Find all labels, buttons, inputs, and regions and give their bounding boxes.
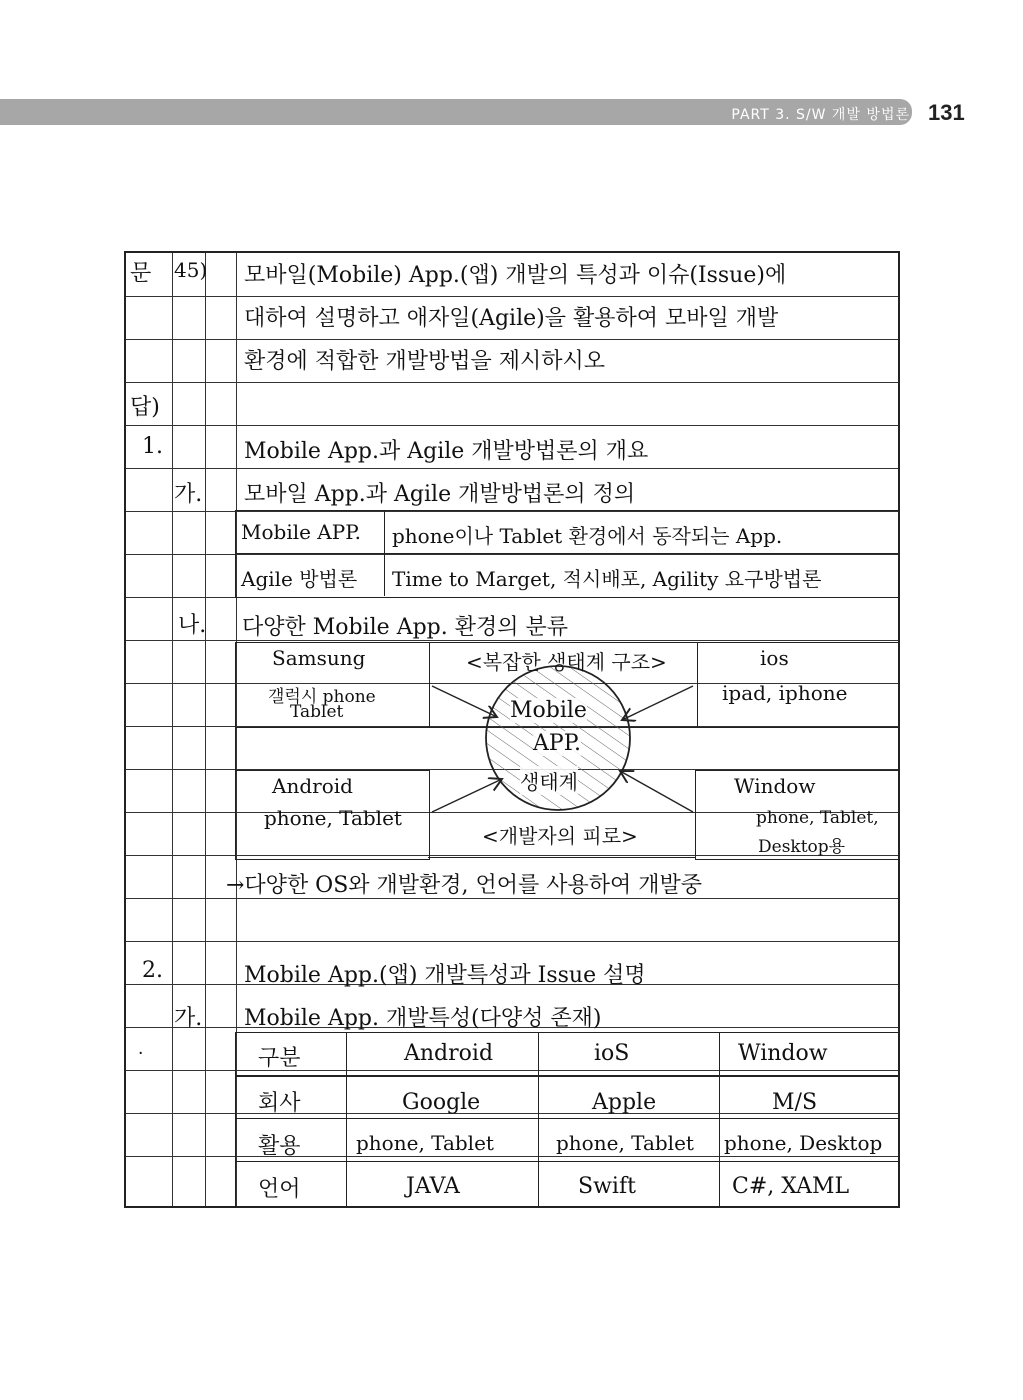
table-cell: C#, XAML	[732, 1174, 850, 1199]
section-title: Mobile App.과 Agile 개발방법론의 개요	[244, 439, 649, 464]
center-label: 생태계	[520, 766, 578, 795]
question-number: 45)	[174, 258, 208, 282]
table-header: ioS	[594, 1041, 630, 1066]
subsection-marker: 나.	[178, 613, 207, 638]
subsection-marker: 가.	[174, 1006, 203, 1031]
center-label: Mobile	[510, 698, 587, 723]
table-header: Android	[404, 1041, 494, 1066]
section-number: 1.	[142, 434, 163, 459]
table-divider	[235, 1161, 898, 1162]
table-cell: Apple	[592, 1090, 657, 1115]
samsung-label: Samsung	[272, 646, 366, 670]
definition-term: Agile 방법론	[241, 567, 358, 591]
section-number: 2.	[142, 958, 163, 983]
table-header: 구분	[258, 1046, 301, 1071]
table-cell: Swift	[578, 1174, 636, 1199]
question-line: 대하여 설명하고 애자일(Agile)을 활용하여 모바일 개발	[244, 306, 779, 331]
table-divider	[235, 1118, 898, 1119]
window-devices: Desktop용	[758, 837, 846, 857]
ios-label: ios	[760, 646, 789, 670]
table-cell: JAVA	[406, 1174, 460, 1199]
table-cell: phone, Desktop	[724, 1131, 883, 1155]
question-line: 환경에 적합한 개발방법을 제시하시오	[244, 349, 606, 374]
subsection-title: Mobile App. 개발특성(다양성 존재)	[244, 1006, 602, 1031]
table-cell: 회사	[258, 1091, 301, 1116]
arrow-android	[432, 779, 502, 812]
arrow-samsung	[432, 686, 497, 717]
page-number: 131	[928, 100, 965, 125]
window-devices: phone, Tablet,	[756, 808, 879, 828]
definition-desc: phone이나 Tablet 환경에서 동작되는 App.	[392, 524, 783, 548]
question-line: 모바일(Mobile) App.(앱) 개발의 특성과 이슈(Issue)에	[244, 263, 787, 288]
table-divider	[719, 1032, 720, 1206]
question-label: 문	[130, 261, 152, 286]
samsung-device: Tablet	[290, 702, 344, 722]
table-cell: M/S	[772, 1090, 818, 1115]
table-cell: 언어	[258, 1177, 301, 1202]
definition-desc: Time to Marget, 적시배포, Agility 요구방법론	[392, 567, 822, 591]
table-header: Window	[738, 1041, 828, 1066]
section-title: Mobile App.(앱) 개발특성과 Issue 설명	[244, 963, 646, 988]
table-cell: 활용	[258, 1134, 301, 1159]
table-cell: Google	[402, 1090, 481, 1115]
table-header-divider	[235, 1075, 898, 1077]
android-devices: phone, Tablet	[264, 806, 402, 830]
ios-devices: ipad, iphone	[722, 681, 848, 705]
table-cell: phone, Tablet	[356, 1131, 494, 1155]
answer-label: 답)	[130, 395, 160, 420]
margin-dot: ·	[138, 1044, 144, 1064]
definition-term: Mobile APP.	[241, 520, 361, 544]
table-divider	[346, 1032, 347, 1206]
subsection-title: 다양한 Mobile App. 환경의 분류	[242, 615, 568, 640]
arrow-window	[620, 771, 693, 812]
subsection-title: 모바일 App.과 Agile 개발방법론의 정의	[244, 482, 636, 507]
subsection-marker: 가.	[174, 482, 203, 507]
section-title: PART 3. S/W 개발 방법론	[731, 107, 910, 123]
table-cell: phone, Tablet	[556, 1131, 694, 1155]
window-label: Window	[734, 774, 816, 798]
ecosystem-top-note: <복잡한 생태계 구조>	[466, 650, 667, 674]
ecosystem-bottom-note: <개발자의 피로>	[482, 824, 638, 848]
section1-summary: →다양한 OS와 개발환경, 언어를 사용하여 개발중	[226, 873, 703, 898]
android-label: Android	[272, 774, 353, 798]
center-label: APP.	[533, 731, 582, 756]
table-divider	[538, 1032, 539, 1206]
samsung-device: 갤럭시 phone	[268, 687, 376, 707]
arrow-ios	[622, 686, 693, 720]
